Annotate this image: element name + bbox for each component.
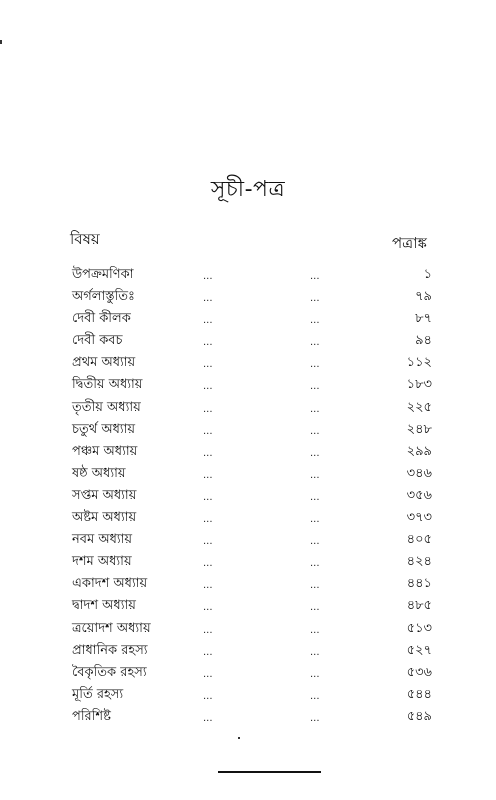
- page-title: সূচী-পত্র: [210, 177, 286, 202]
- toc-entry-label: চতুর্থ অধ্যায়: [72, 421, 136, 437]
- leader-dots: ...: [203, 646, 213, 658]
- toc-entry-label: সপ্তম অধ্যায়: [72, 487, 137, 503]
- leader-dots: ...: [310, 271, 320, 282]
- toc-entry-label: দ্বিতীয় অধ্যায়: [72, 377, 143, 393]
- leader-dots: ...: [203, 447, 213, 459]
- leader-dots: ...: [203, 315, 213, 327]
- toc-entry: [0, 286, 496, 308]
- toc-entry: [0, 397, 496, 419]
- leader-dots: ...: [203, 536, 213, 548]
- toc-entry-label: দেবী কবচ: [72, 333, 123, 349]
- toc-entry-label: ত্রয়োদশ অধ্যায়: [72, 620, 151, 636]
- toc-entry-page-number: ৩৭৩: [406, 510, 432, 526]
- toc-entry-page-number: ২৯৯: [406, 443, 432, 459]
- print-speck: [238, 737, 240, 739]
- leader-dots: ...: [310, 646, 320, 658]
- leader-dots: ...: [203, 271, 213, 282]
- leader-dots: ...: [310, 558, 320, 570]
- leader-dots: ...: [203, 293, 213, 305]
- leader-dots: ...: [310, 359, 320, 371]
- toc-entry: [0, 706, 496, 728]
- leader-dots: ...: [310, 624, 320, 636]
- leader-dots: ...: [203, 469, 213, 481]
- toc-entry-label: একাদশ অধ্যায়: [72, 576, 148, 592]
- toc-entry-page-number: ৫৩৬: [406, 664, 432, 680]
- toc-entry-label: ষষ্ঠ অধ্যায়: [72, 465, 126, 481]
- toc-entry-label: প্রথম অধ্যায়: [72, 355, 136, 371]
- toc-entry-label: তৃতীয় অধ্যায়: [72, 399, 141, 415]
- leader-dots: ...: [310, 315, 320, 327]
- toc-entry-page-number: ৪৮৫: [406, 598, 432, 614]
- table-of-contents: [0, 264, 496, 728]
- toc-entry-label: অষ্টম অধ্যায়: [72, 510, 137, 526]
- toc-entry-page-number: ১৮৩: [406, 377, 432, 393]
- toc-entry-page-number: ২২৫: [406, 399, 432, 415]
- leader-dots: ...: [310, 514, 320, 526]
- leader-dots: ...: [310, 690, 320, 702]
- toc-entry: [0, 352, 496, 374]
- toc-entry-label: দেবী কীলক: [72, 311, 131, 327]
- toc-entry-label: দ্বাদশ অধ্যায়: [72, 598, 136, 614]
- leader-dots: ...: [310, 425, 320, 437]
- page-number-column-header: পত্রাঙ্ক: [392, 234, 427, 252]
- toc-entry-label: মূর্তি রহস্য: [72, 686, 124, 702]
- toc-entry-label: পঞ্চম অধ্যায়: [72, 443, 138, 459]
- toc-entry-page-number: ১১২: [406, 355, 432, 371]
- subject-column-header: বিষয়: [70, 230, 100, 248]
- leader-dots: ...: [203, 624, 213, 636]
- toc-entry: [0, 529, 496, 551]
- toc-entry-page-number: ৪২৪: [406, 554, 432, 570]
- toc-entry-page-number: ৭৯: [415, 289, 432, 305]
- toc-entry: [0, 684, 496, 706]
- leader-dots: ...: [203, 381, 213, 393]
- leader-dots: ...: [203, 425, 213, 437]
- toc-entry: [0, 640, 496, 662]
- toc-entry: [0, 485, 496, 507]
- leader-dots: ...: [203, 602, 213, 614]
- leader-dots: ...: [310, 381, 320, 393]
- leader-dots: ...: [203, 690, 213, 702]
- toc-entry-page-number: ৯৪: [415, 333, 432, 349]
- toc-entry-label: অর্গলাস্তুতিঃ: [72, 289, 135, 305]
- toc-entry-page-number: ৫৪৪: [406, 686, 432, 702]
- leader-dots: ...: [203, 337, 213, 349]
- toc-entry: [0, 595, 496, 617]
- leader-dots: ...: [203, 558, 213, 570]
- toc-entry-label: উপক্রমণিকা: [72, 267, 134, 282]
- leader-dots: ...: [203, 514, 213, 526]
- toc-entry-page-number: ৫৪৯: [406, 708, 432, 724]
- leader-dots: ...: [310, 491, 320, 503]
- toc-entry-label: প্রাধানিক রহস্য: [72, 642, 148, 658]
- leader-dots: ...: [310, 293, 320, 305]
- edge-mark: [0, 40, 2, 44]
- leader-dots: ...: [310, 469, 320, 481]
- toc-entry-label: পরিশিষ্ট: [72, 708, 111, 724]
- toc-entry-page-number: ১: [423, 267, 432, 282]
- toc-entry-page-number: ৪৪১: [406, 576, 432, 592]
- leader-dots: ...: [310, 602, 320, 614]
- toc-entry: [0, 618, 496, 640]
- leader-dots: ...: [310, 712, 320, 724]
- leader-dots: ...: [203, 712, 213, 724]
- toc-entry-page-number: ৩৫৬: [406, 487, 432, 503]
- leader-dots: ...: [310, 447, 320, 459]
- toc-entry: [0, 330, 496, 352]
- toc-entry-label: নবম অধ্যায়: [72, 532, 133, 548]
- toc-entry: [0, 507, 496, 529]
- toc-entry: [0, 419, 496, 441]
- toc-entry-label: বৈকৃতিক রহস্য: [72, 664, 147, 680]
- toc-entry: [0, 463, 496, 485]
- leader-dots: ...: [310, 580, 320, 592]
- toc-entry-label: দশম অধ্যায়: [72, 554, 132, 570]
- bottom-rule: [218, 771, 321, 773]
- toc-entry-page-number: ৫১৩: [406, 620, 432, 636]
- toc-entry: [0, 374, 496, 396]
- leader-dots: ...: [203, 403, 213, 415]
- toc-entry: [0, 264, 496, 286]
- toc-entry-page-number: ৫২৭: [406, 642, 432, 658]
- leader-dots: ...: [203, 580, 213, 592]
- leader-dots: ...: [310, 536, 320, 548]
- toc-entry: [0, 573, 496, 595]
- leader-dots: ...: [310, 337, 320, 349]
- leader-dots: ...: [310, 403, 320, 415]
- toc-entry-page-number: ৪০৫: [406, 532, 432, 548]
- leader-dots: ...: [203, 668, 213, 680]
- toc-entry: [0, 441, 496, 463]
- toc-entry: [0, 308, 496, 330]
- leader-dots: ...: [203, 359, 213, 371]
- leader-dots: ...: [310, 668, 320, 680]
- toc-entry-page-number: ৮৭: [415, 311, 432, 327]
- toc-entry: [0, 551, 496, 573]
- toc-entry-page-number: ২৪৮: [406, 421, 432, 437]
- leader-dots: ...: [203, 491, 213, 503]
- toc-entry: [0, 662, 496, 684]
- toc-entry-page-number: ৩৪৬: [406, 465, 432, 481]
